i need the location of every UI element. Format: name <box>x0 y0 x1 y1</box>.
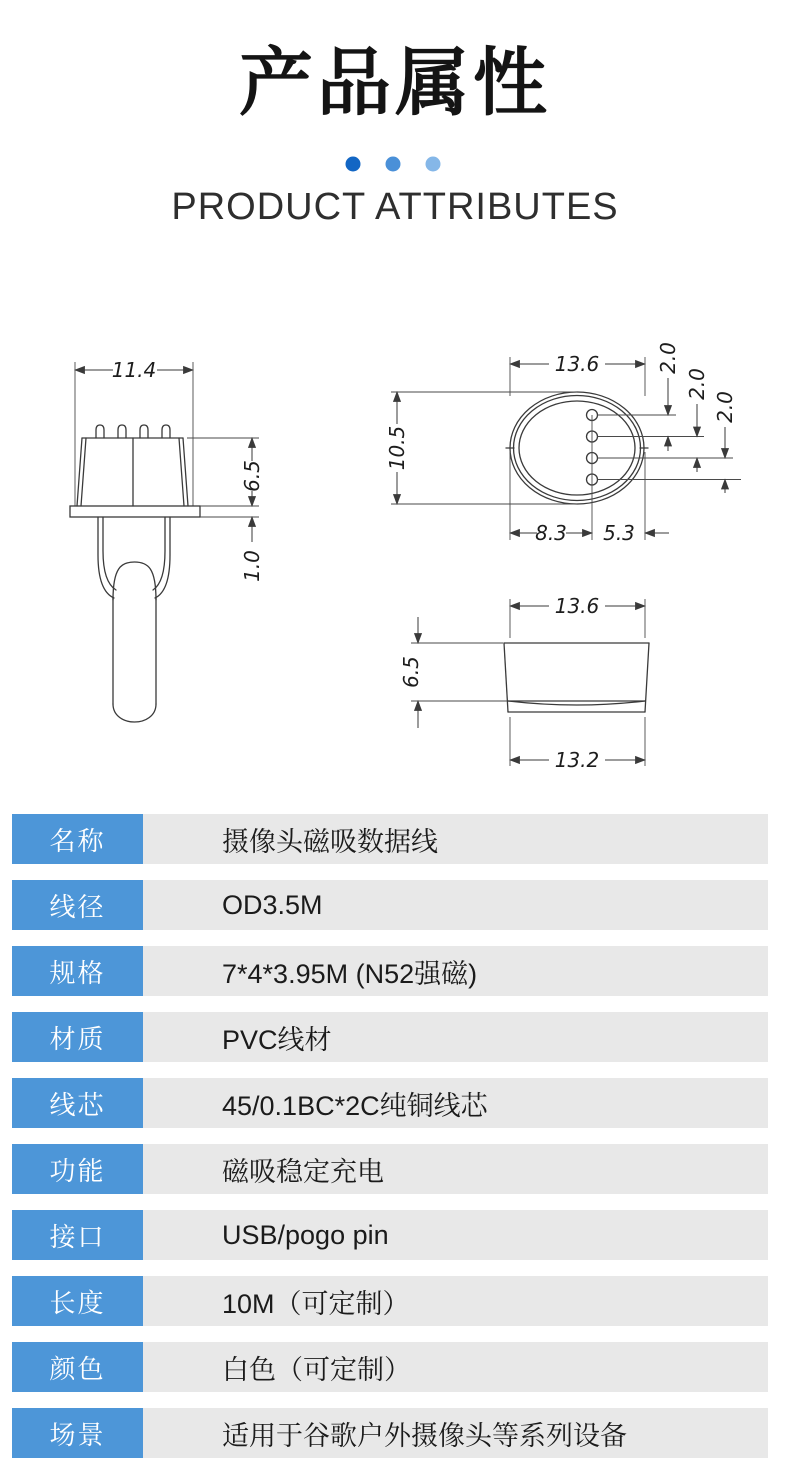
top-view-drawing <box>385 342 741 545</box>
dim-top-height: 10.5 <box>385 425 409 471</box>
spec-table <box>12 814 768 1474</box>
dim-pin-pitch-3: 2.0 <box>713 391 737 423</box>
spec-label: 颜色 <box>12 1342 143 1392</box>
spec-value: 摄像头磁吸数据线 <box>143 814 768 864</box>
spec-label: 场景 <box>12 1408 143 1458</box>
spec-label: 接口 <box>12 1210 143 1260</box>
page-title: 产品属性 <box>239 41 551 124</box>
spec-label: 名称 <box>12 814 143 864</box>
technical-drawing <box>0 330 790 805</box>
spec-value: USB/pogo pin <box>143 1210 768 1260</box>
table-row <box>12 1276 768 1326</box>
dim-side-bottom-width: 13.2 <box>554 748 600 772</box>
table-row <box>12 1012 768 1062</box>
table-row <box>12 1342 768 1392</box>
table-row <box>12 1078 768 1128</box>
dot-icon <box>346 157 361 172</box>
dim-side-height: 6.5 <box>399 656 423 688</box>
spec-label: 功能 <box>12 1144 143 1194</box>
spec-value: 适用于谷歌户外摄像头等系列设备 <box>143 1408 768 1458</box>
dim-pin-offset: 8.3 <box>535 521 567 545</box>
spec-label: 线芯 <box>12 1078 143 1128</box>
decorative-dots <box>344 156 446 172</box>
page-subtitle: PRODUCT ATTRIBUTES <box>171 186 619 228</box>
dim-pin-pitch-2: 2.0 <box>685 368 709 400</box>
table-row <box>12 814 768 864</box>
spec-label: 线径 <box>12 880 143 930</box>
dim-pin-pitch-1: 2.0 <box>656 342 680 374</box>
table-row <box>12 946 768 996</box>
spec-value: 10M（可定制） <box>143 1276 768 1326</box>
dim-side-top-width: 13.6 <box>554 594 600 618</box>
table-row <box>12 1210 768 1260</box>
spec-value: PVC线材 <box>143 1012 768 1062</box>
spec-label: 材质 <box>12 1012 143 1062</box>
front-view-drawing <box>70 358 264 722</box>
spec-value: 45/0.1BC*2C纯铜线芯 <box>143 1078 768 1128</box>
spec-value: 7*4*3.95M (N52强磁) <box>143 946 768 996</box>
table-row <box>12 880 768 930</box>
dim-front-height: 6.5 <box>240 460 264 492</box>
side-view-drawing <box>399 594 649 772</box>
spec-label: 规格 <box>12 946 143 996</box>
dot-icon <box>426 157 441 172</box>
dot-icon <box>386 157 401 172</box>
table-row <box>12 1408 768 1458</box>
dim-edge-offset: 5.3 <box>603 521 635 545</box>
spec-value: 白色（可定制） <box>143 1342 768 1392</box>
spec-label: 长度 <box>12 1276 143 1326</box>
spec-value: OD3.5M <box>143 880 768 930</box>
table-row <box>12 1144 768 1194</box>
dim-front-flange: 1.0 <box>240 550 264 582</box>
dim-front-width: 11.4 <box>111 358 157 382</box>
dim-top-width: 13.6 <box>554 352 600 376</box>
spec-value: 磁吸稳定充电 <box>143 1144 768 1194</box>
